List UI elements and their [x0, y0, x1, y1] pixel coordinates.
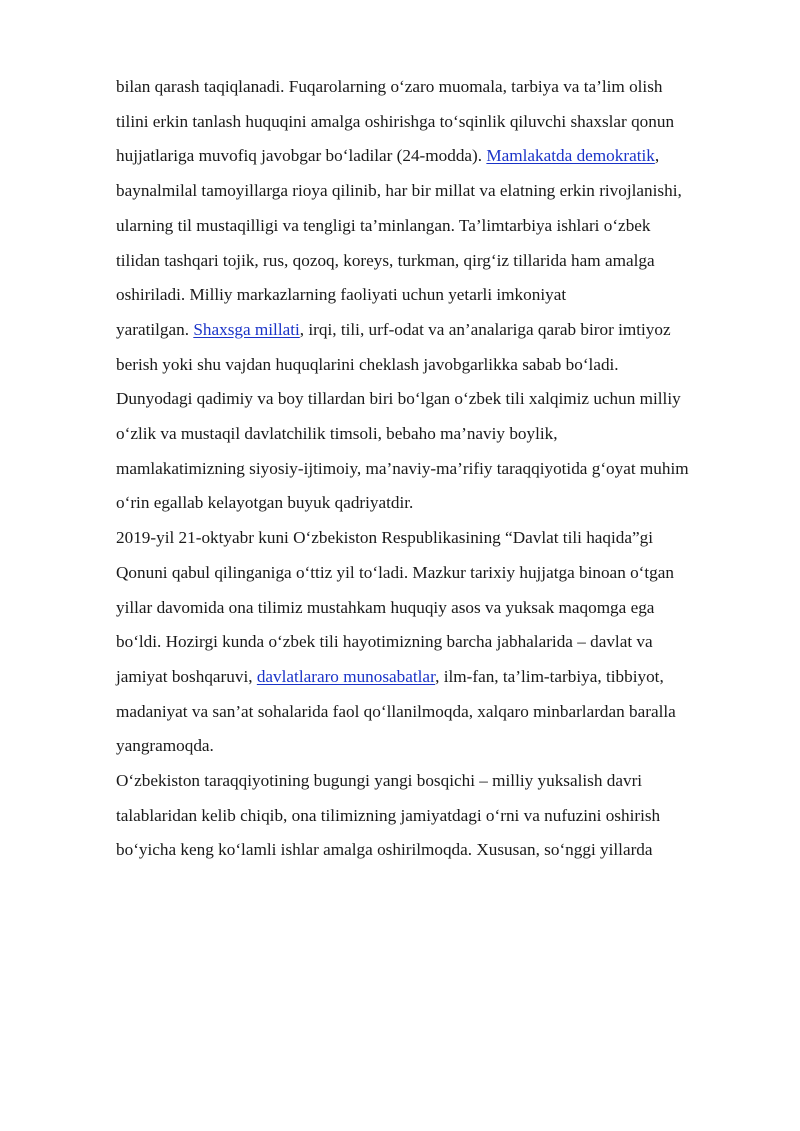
text-line — [116, 695, 756, 730]
text-run: berish yoki shu vajdan huquqlarini cheklash javobgarlikka sabab bo‘ladi. — [116, 354, 619, 374]
text-run: o‘rin egallab kelayotgan buyuk qadriyatdir. — [116, 493, 414, 513]
text-run: yaratilgan. — [116, 319, 194, 339]
text-line — [116, 139, 756, 174]
text-line — [116, 556, 756, 591]
text-run: Qonuni qabul qilinganiga o‘ttiz yil to‘ladi. Mazkur tarixiy hujjatga binoan o‘tgan — [116, 562, 674, 582]
text-line — [116, 833, 756, 868]
text-run: 2019-yil 21-oktyabr kuni O‘zbekiston Respublikasining “Davlat tili haqida”gi — [116, 528, 654, 548]
text-run: bo‘ldi. Hozirgi kunda o‘zbek tili hayotimizning barcha jabhalarida – davlat va — [116, 632, 653, 652]
text-line — [116, 591, 756, 626]
text-run: jamiyat boshqaruvi, — [116, 666, 257, 686]
text-line — [116, 660, 756, 695]
text-line — [116, 486, 756, 521]
text-run: Dunyodagi qadimiy va boy tillardan biri bo‘lgan o‘zbek tili xalqimiz uchun milliy — [116, 389, 681, 409]
text-run: tilini erkin tanlash huquqini amalga oshirishga to‘sqinlik qiluvchi shaxslar qonun — [116, 111, 675, 131]
text-run: , ilm-fan, ta’lim-tarbiya, tibbiyot, — [435, 666, 664, 686]
text-line — [116, 174, 756, 209]
text-run: hujjatlariga muvofiq javobgar bo‘ladilar (24-modda). — [116, 146, 487, 166]
text-line — [116, 70, 756, 105]
text-line — [116, 382, 756, 417]
text-line — [116, 625, 756, 660]
document-page — [116, 70, 756, 868]
hyperlink[interactable]: Shaxsga millati — [193, 319, 300, 339]
text-run: yangramoqda. — [116, 736, 214, 756]
text-run: o‘zlik va mustaqil davlatchilik timsoli, bebaho ma’naviy boylik, — [116, 424, 558, 444]
hyperlink[interactable]: Mamlakatda demokratik — [486, 146, 655, 166]
text-run: O‘zbekiston taraqqiyotining bugungi yangi bosqichi – milliy yuksalish davri — [116, 771, 643, 791]
text-line — [116, 209, 756, 244]
text-line — [116, 764, 756, 799]
text-run: , — [654, 146, 660, 166]
text-line — [116, 417, 756, 452]
hyperlink[interactable]: davlatlararo munosabatlar — [256, 666, 436, 686]
text-run: tilidan tashqari tojik, rus, qozoq, koreys, turkman, qirg‘iz tillarida ham amalga — [116, 250, 655, 270]
text-run: ularning til mustaqilligi va tengligi ta’minlangan. Ta’limtarbiya ishlari o‘zbek — [116, 215, 651, 235]
text-line — [116, 452, 756, 487]
text-run: mamlakatimizning siyosiy-ijtimoiy, ma’naviy-ma’rifiy taraqqiyotida g‘oyat muhim — [116, 458, 689, 478]
text-run: baynalmilal tamoyillarga rioya qilinib, har bir millat va elatning erkin rivojlanishi, — [116, 181, 682, 201]
text-run: , irqi, tili, urf-odat va an’analariga qarab biror imtiyoz — [299, 319, 671, 339]
text-run: yillar davomida ona tilimiz mustahkam huquqiy asos va yuksak maqomga ega — [116, 597, 655, 617]
text-line — [116, 348, 756, 383]
text-run: bilan qarash taqiqlanadi. Fuqarolarning o‘zaro muomala, tarbiya va ta’lim olish — [116, 77, 663, 96]
text-line — [116, 799, 756, 834]
text-line — [116, 244, 756, 279]
text-line — [116, 105, 756, 140]
text-run: oshiriladi. Milliy markazlarning faoliyati uchun yetarli imkoniyat — [116, 285, 567, 305]
text-line — [116, 278, 756, 313]
text-line — [116, 521, 756, 556]
text-run: bo‘yicha keng ko‘lamli ishlar amalga oshirilmoqda. Xususan, so‘nggi yillarda — [116, 840, 653, 860]
text-line — [116, 313, 756, 348]
text-run: talablaridan kelib chiqib, ona tilimizning jamiyatdagi o‘rni va nufuzini oshirish — [116, 805, 661, 825]
text-run: madaniyat va san’at sohalarida faol qo‘llanilmoqda, xalqaro minbarlardan baralla — [116, 701, 676, 721]
text-line — [116, 729, 756, 764]
